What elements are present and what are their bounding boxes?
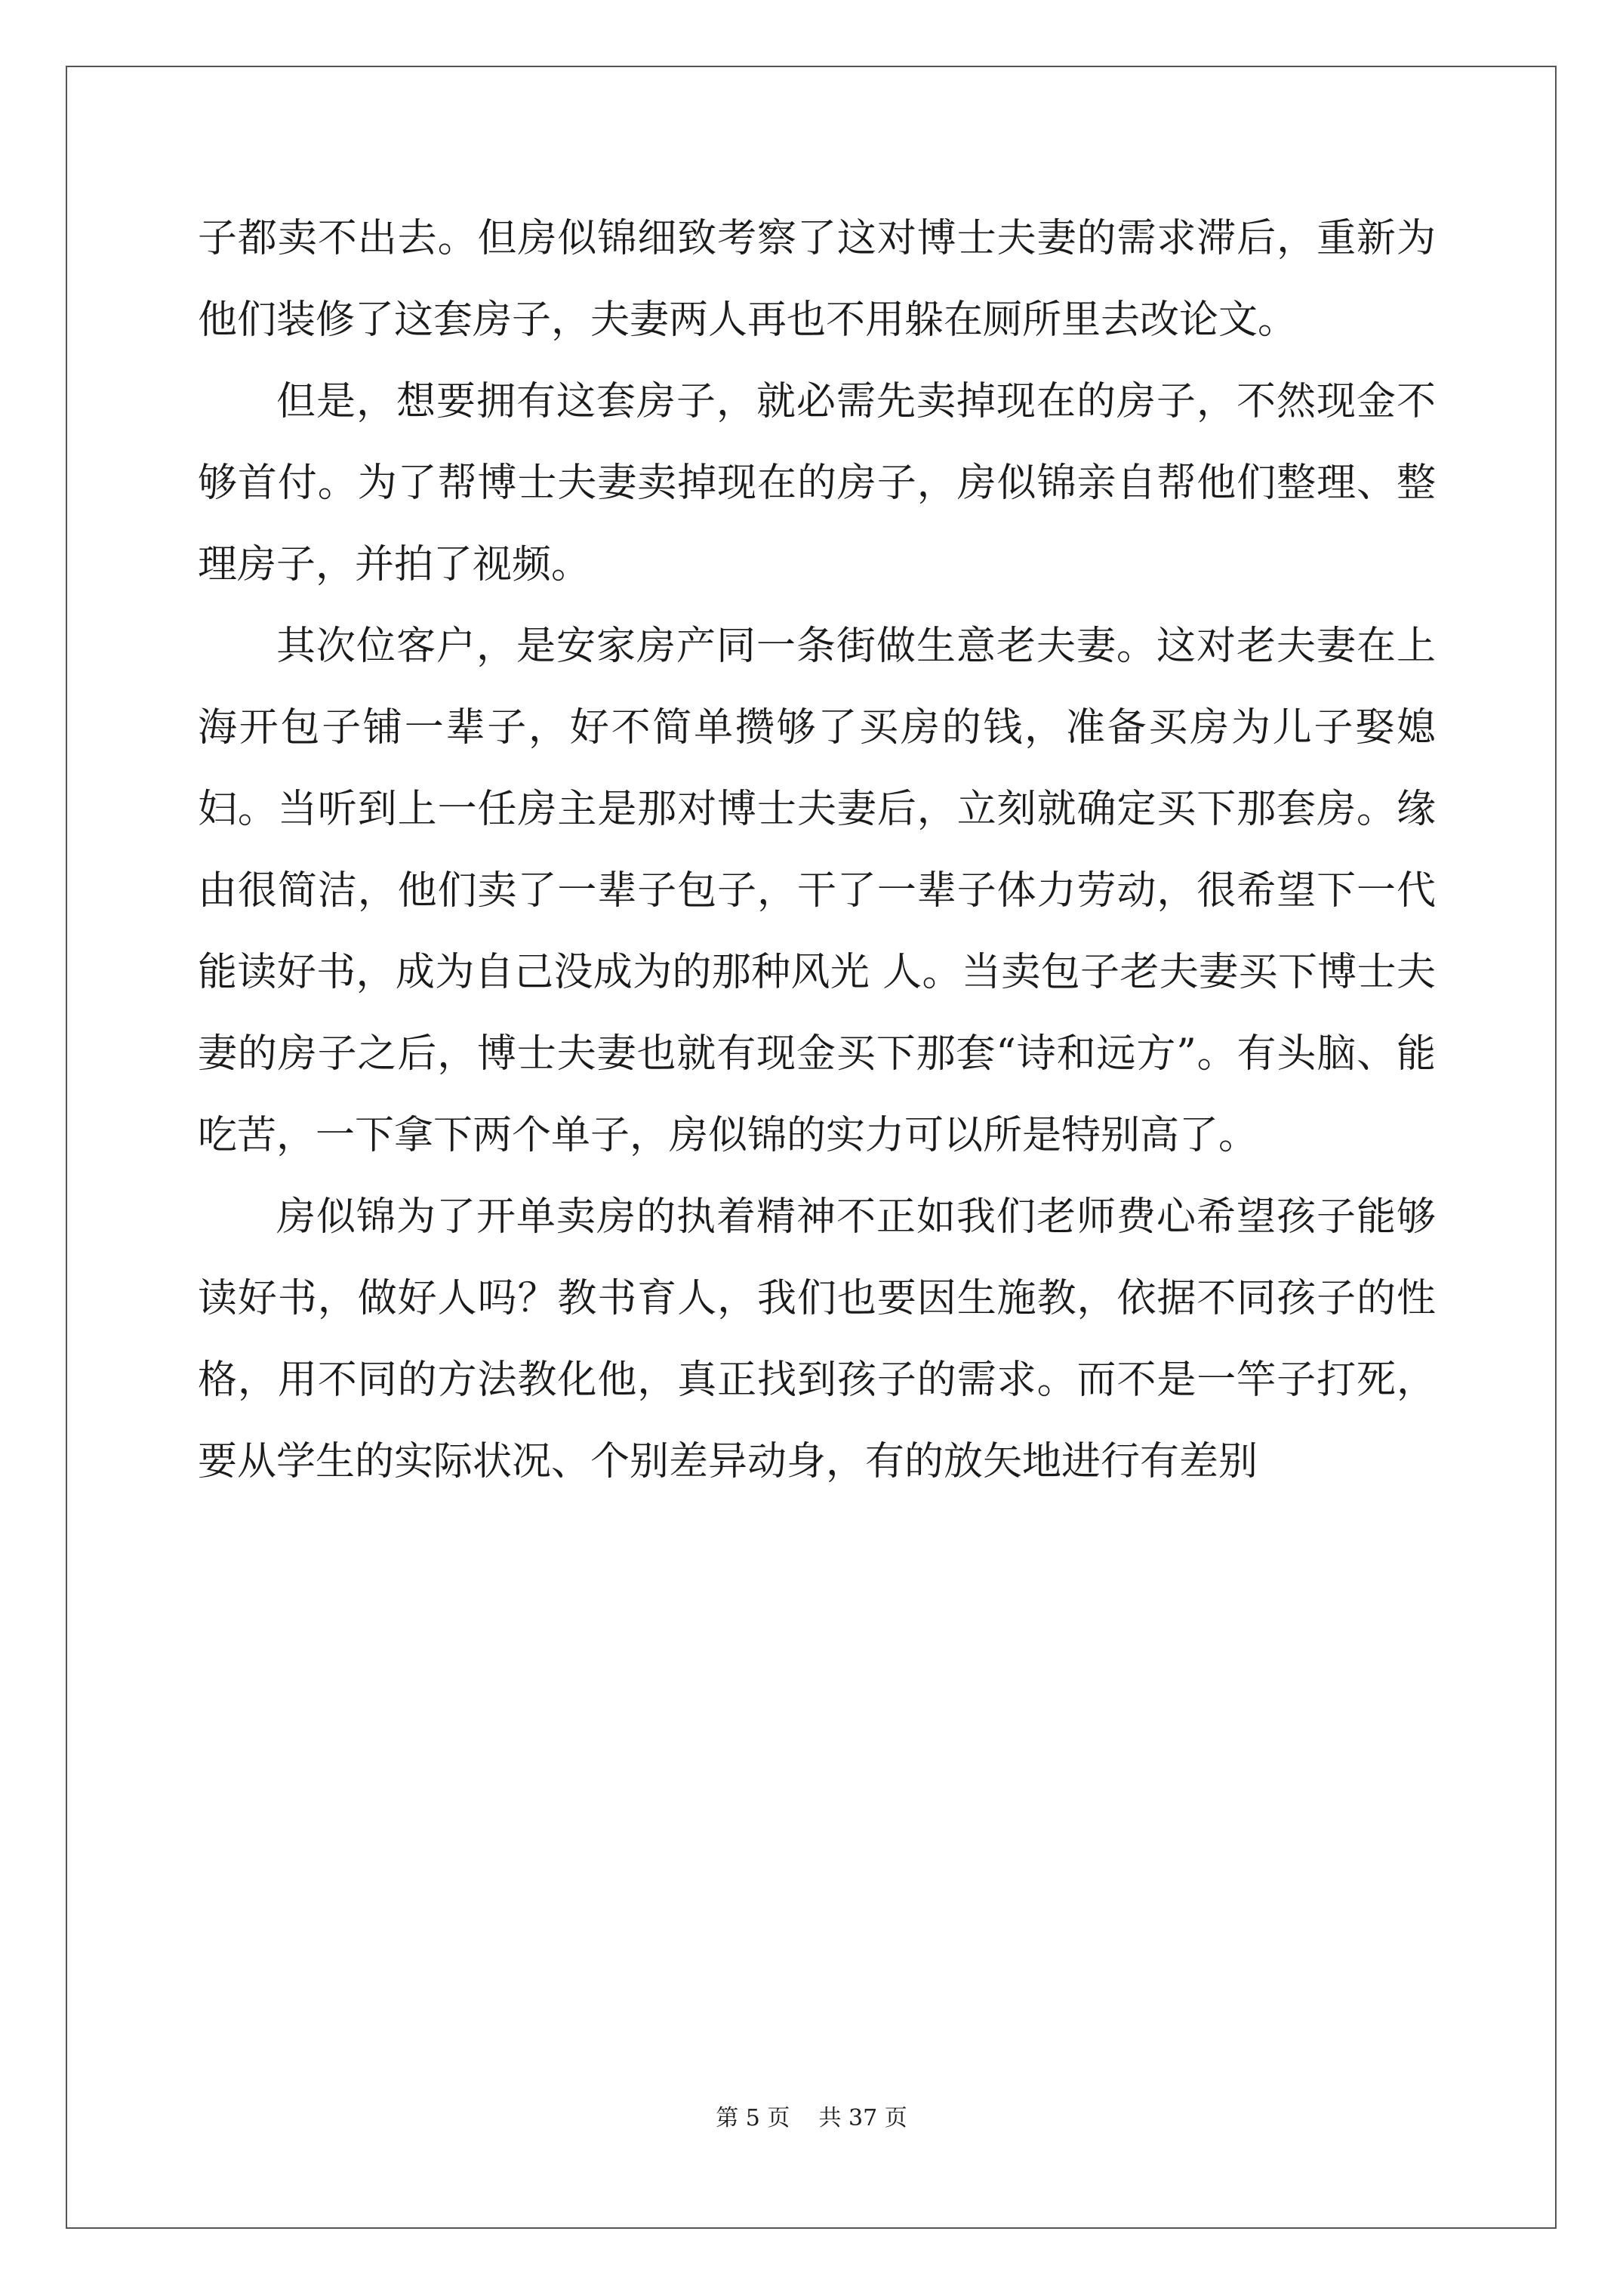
text-line: 子都卖不出去。但房似锦细致考察了这对博士夫妻的需求滞后，重新 [198, 216, 1397, 261]
text-line: 为他们装修了这套房子，夫妻两人再也不用躲在厕所里去改论文。 [198, 216, 1436, 343]
text-line: 的性格，用不同的方法教化他，真正找到孩子的需求。而不是一竿子 [198, 1276, 1436, 1403]
text-line: 上海开包子铺一辈子，好不简单攒够了买房的钱，准备买房为儿子娶 [198, 624, 1436, 750]
text-line: 整理房子，并拍了视频。 [198, 461, 1436, 587]
text-line: 缘由很简洁，他们卖了一辈子包子，干了一辈子体力劳动，很希望下 [198, 787, 1436, 914]
text-line: 其次位客户，是安家房产同一条街做生意老夫妻。这对老夫妻在 [276, 624, 1397, 669]
paragraph [198, 606, 1436, 1176]
text-line: 但是，想要拥有这套房子，就必需先卖掉现在的房子，不然现金 [276, 379, 1397, 424]
text-line: 了。 [1179, 1113, 1258, 1158]
text-line: 一代能读好书，成为自己没成为的那种风光 人。当卖包子老夫妻买 [198, 868, 1436, 995]
text-line: 房似锦为了开单卖房的执着精神不正如我们老师费心希望孩子能 [276, 1194, 1397, 1240]
paragraph [198, 1176, 1436, 1502]
text-line: 有头脑、能吃苦，一下拿下两个单子，房似锦的实力可以所是特别高 [198, 1031, 1436, 1158]
page-footer: 第 5 页 共 37 页 [716, 2105, 907, 2131]
text-line: 打死，要从学生的实际状况、个别差异动身，有的放矢地进行有差别 [198, 1358, 1436, 1484]
paragraph [198, 361, 1436, 606]
text-line: 媳妇。当听到上一任房主是那对博士夫妻后，立刻就确定买下那套房。 [198, 705, 1436, 832]
document-body [198, 198, 1436, 1502]
text-line: 够读好书，做好人吗？教书育人，我们也要因生施教，依据不同孩子 [198, 1194, 1436, 1321]
paragraph [198, 198, 1436, 361]
text-line: 不够首付。为了帮博士夫妻卖掉现在的房子，房似锦亲自帮他们整理、 [198, 379, 1436, 506]
text-line: 下博士夫妻的房子之后，博士夫妻也就有现金买下那套“诗和远方”。 [198, 950, 1436, 1077]
